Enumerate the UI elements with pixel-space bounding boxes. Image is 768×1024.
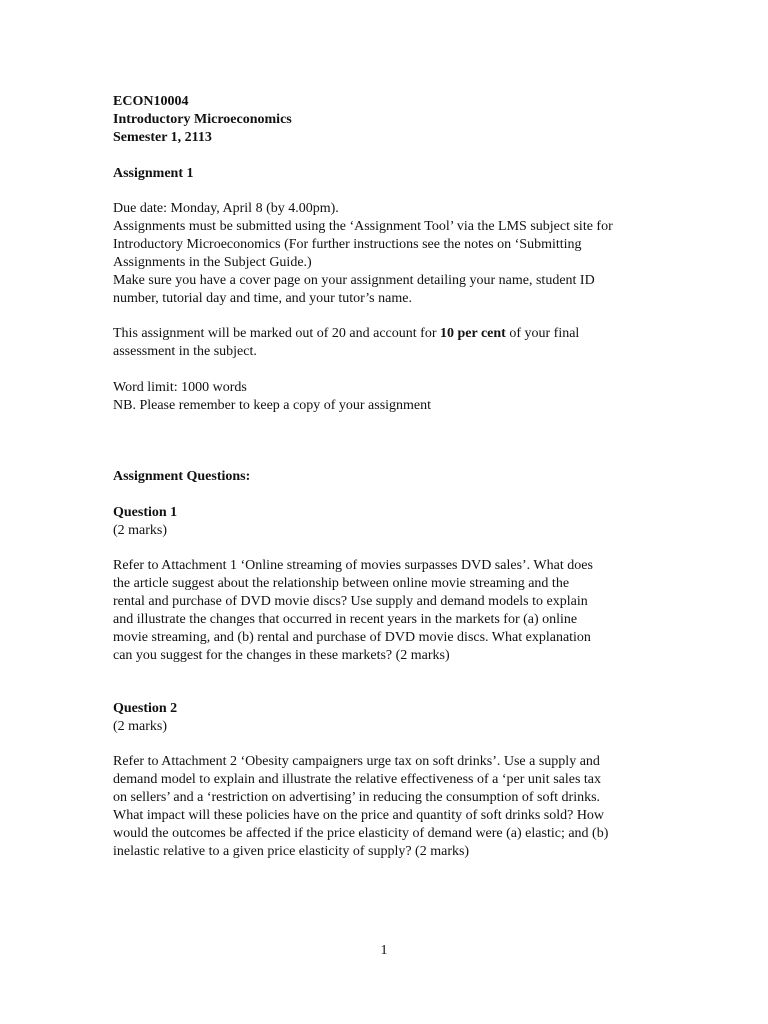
question-line: can you suggest for the changes in these markets? (2 marks) — [113, 648, 450, 663]
question-line: Refer to Attachment 2 ‘Obesity campaigners urge tax on soft drinks’. Use a supply and — [113, 754, 600, 769]
word-limit: Word limit: 1000 words — [113, 380, 247, 395]
question-title: Question 2 — [113, 701, 178, 716]
marking-text-after: of your final — [505, 326, 580, 341]
marking-line — [113, 325, 673, 343]
info-line: Due date: Monday, April 8 (by 4.00pm). — [113, 201, 339, 216]
course-code: ECON10004 — [113, 94, 189, 109]
question-2-header — [113, 700, 673, 736]
question-1-header — [113, 504, 673, 540]
question-line: the article suggest about the relationship between online movie streaming and the — [113, 576, 570, 591]
word-limit-section — [113, 379, 673, 415]
marking-weight: 10 per cent — [439, 326, 506, 341]
page-number: 1 — [380, 943, 388, 958]
info-line: Assignments must be submitted using the ‘Assignment Tool’ via the LMS subject site for — [113, 219, 613, 234]
semester: Semester 1, 2113 — [113, 130, 212, 145]
questions-heading: Assignment Questions: — [113, 469, 251, 484]
info-line: Introductory Microeconomics (For further instructions see the notes on ‘Submitting — [113, 237, 582, 252]
info-line: Assignments in the Subject Guide.) — [113, 255, 312, 270]
question-1-body — [113, 557, 673, 665]
course-header — [113, 93, 673, 147]
question-line: would the outcomes be affected if the price elasticity of demand were (a) elastic; and (b) — [113, 826, 609, 841]
question-title: Question 1 — [113, 505, 178, 520]
question-2-body — [113, 753, 673, 861]
info-line: Make sure you have a cover page on your assignment detailing your name, student ID — [113, 273, 595, 288]
question-line: on sellers’ and a ‘restriction on advertising’ in reducing the consumption of soft drinks. — [113, 790, 601, 805]
question-line: rental and purchase of DVD movie discs? Use supply and demand models to explain — [113, 594, 588, 609]
assignment-title: Assignment 1 — [113, 166, 194, 181]
marking-info — [113, 325, 673, 361]
info-line: number, tutorial day and time, and your tutor’s name. — [113, 291, 412, 306]
assignment-info — [113, 200, 673, 308]
question-line: What impact will these policies have on the price and quantity of soft drinks sold? How — [113, 808, 605, 823]
marking-line-2: assessment in the subject. — [113, 344, 257, 359]
marking-text-before: This assignment will be marked out of 20 and account for — [113, 326, 440, 341]
question-line: and illustrate the changes that occurred in recent years in the markets for (a) online — [113, 612, 578, 627]
question-line: Refer to Attachment 1 ‘Online streaming of movies surpasses DVD sales’. What does — [113, 558, 593, 573]
question-line: inelastic relative to a given price elasticity of supply? (2 marks) — [113, 844, 470, 859]
question-line: demand model to explain and illustrate the relative effectiveness of a ‘per unit sales tax — [113, 772, 602, 787]
question-marks: (2 marks) — [113, 719, 168, 734]
course-name: Introductory Microeconomics — [113, 112, 292, 127]
question-line: movie streaming, and (b) rental and purchase of DVD movie discs. What explanation — [113, 630, 591, 645]
nb-note: NB. Please remember to keep a copy of your assignment — [113, 398, 432, 413]
question-marks: (2 marks) — [113, 523, 168, 538]
